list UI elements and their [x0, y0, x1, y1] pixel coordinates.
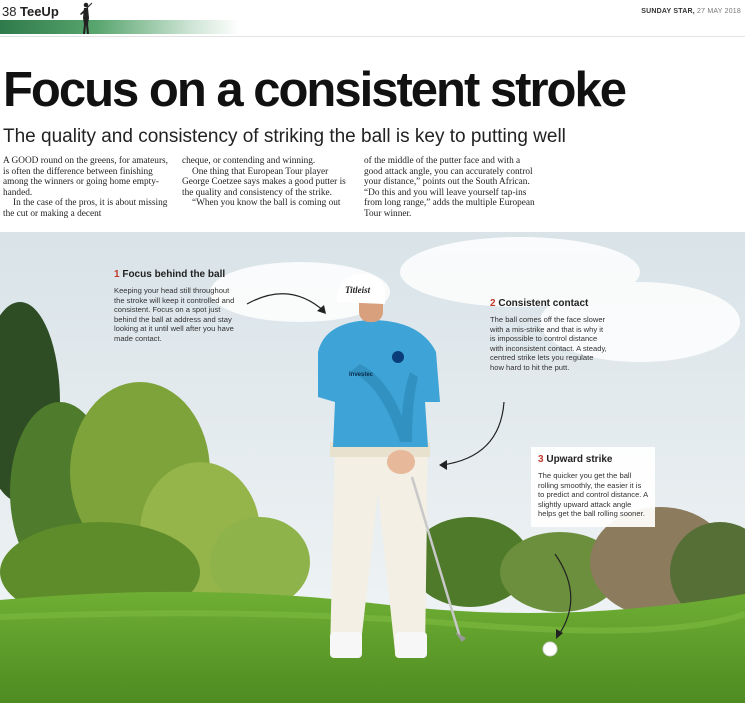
- cap-logo: Titleist: [345, 285, 371, 295]
- tip-text: The ball comes off the face slower with a mis-strike and that is why it is impossible to control distance with inconsistent contact. A steady, centred strike lets you regulate how hard to hit the putt.: [490, 315, 607, 372]
- tip-heading: Focus behind the ball: [122, 269, 226, 280]
- tip-text: Keeping your head still throughout the stroke will keep it controlled and consistent. Focus on a spot just behind the ball at address and stay looking at it until well after you have made contact.: [114, 286, 235, 343]
- tip-title: [114, 269, 238, 280]
- publication-name: SUNDAY STAR,: [641, 8, 695, 15]
- tip-1: [114, 269, 238, 344]
- body-paragraph: of the middle of the putter face and with a good attack angle, you can accurately control your distance,” points out the South African. “Do this and you will leave yourself tap-ins from long range,” adds the multiple European Tour winner.: [364, 156, 535, 219]
- publication-dateline: [641, 8, 741, 15]
- subheadline: The quality and consistency of striking the ball is key to putting well: [3, 126, 566, 147]
- tip-number: 1: [114, 269, 120, 280]
- publication-date: 27 MAY 2018: [697, 8, 741, 15]
- putting-green: [0, 592, 745, 703]
- header-color-bar: [0, 20, 240, 34]
- tip-text: The quicker you get the ball rolling smoothly, the easier it is to predict and control distance. A slightly upward attack angle helps get the ball rolling sooner.: [538, 471, 648, 519]
- tip-number: 3: [538, 454, 544, 465]
- header-divider: [0, 36, 745, 37]
- body-paragraph: A GOOD round on the greens, for amateurs, is often the difference between finishing among the winners or going home empty-handed.: [3, 156, 168, 198]
- tip-3: [531, 447, 655, 527]
- tip-title: [490, 298, 608, 309]
- section-title: TeeUp: [20, 4, 59, 19]
- page-number: 38: [2, 4, 17, 19]
- headline: Focus on a consistent stroke: [3, 63, 625, 117]
- body-paragraph: “When you know the ball is coming out: [192, 198, 341, 209]
- body-column-2: [182, 156, 354, 209]
- golfer-silhouette-icon: [78, 2, 94, 36]
- body-column-1: [3, 156, 175, 220]
- golf-ball: [543, 642, 557, 656]
- tip-2: [490, 298, 608, 373]
- body-paragraph: In the case of the pros, it is about missing the cut or making a decent: [3, 198, 168, 219]
- tip-heading: Upward strike: [546, 454, 613, 465]
- body-paragraph: cheque, or contending and winning.: [182, 156, 316, 166]
- page-header: [0, 0, 745, 36]
- tip-heading: Consistent contact: [498, 298, 589, 309]
- tip-title: [538, 454, 648, 465]
- shirt-logo: Investec: [349, 372, 374, 378]
- tip-number: 2: [490, 298, 496, 309]
- body-column-3: [364, 156, 536, 220]
- body-paragraph: One thing that European Tour player George Coetzee says makes a good putter is the quality and consistency of the strike.: [182, 166, 346, 198]
